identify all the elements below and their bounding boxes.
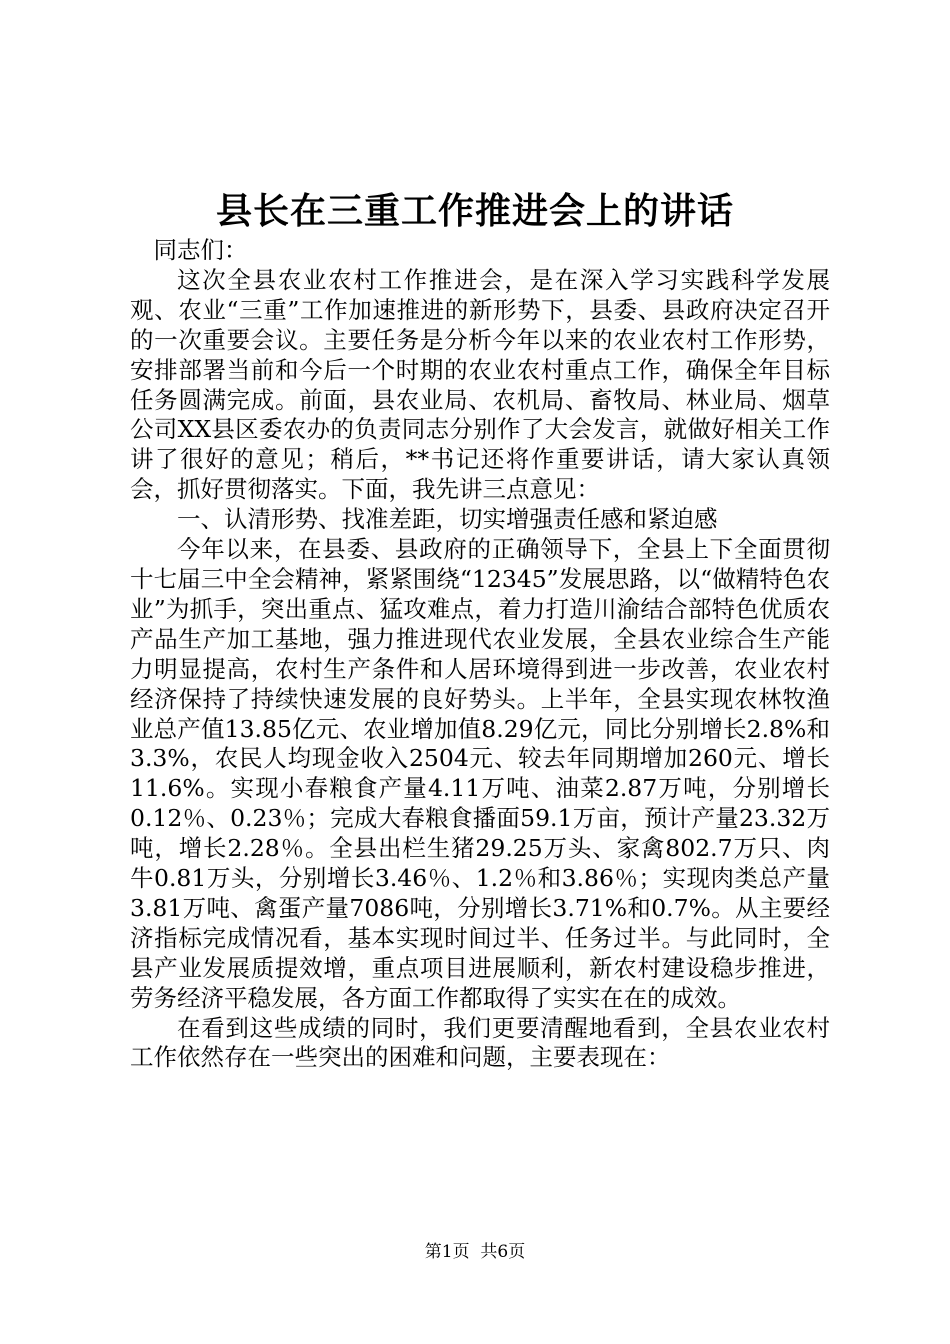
page-number: 第1页 — [424, 1242, 470, 1262]
document-title: 县长在三重工作推进会上的讲话 — [215, 190, 734, 232]
intro-paragraph: 这次全县农业农村工作推进会，是在深入学习实践科学发展观、农业“三重”工作加速推进的新形势下，县委、县政府决定召开的一次重要会议。主要任务是分析今年以来的农业农村工作形势，安排部署当前和今后一个时期的农业农村重点工作，确保全年目标任务圆满完成。前面，县农业局、农机局、畜牧局、林业局、烟草公司XX县区委农办的负责同志分别作了大会发言，就做好相关工作讲了很好的意见；稍后，**书记还将作重要讲话，请大家认真领会，抓好贯彻落实。下面，我先讲三点意见： — [130, 265, 830, 504]
page-total: 共6页 — [480, 1242, 526, 1262]
page-footer — [0, 1240, 950, 1264]
achievements-paragraph: 今年以来，在县委、县政府的正确领导下，全县上下全面贯彻十七届三中全会精神，紧紧围绕“12345”发展思路，以“做精特色农业”为抓手，突出重点、猛攻难点，着力打造川渝结合部特色优质农产品生产加工基地，强力推进现代农业发展，全县农业综合生产能力明显提高，农村生产条件和人居环境得到进一步改善，农业农村经济保持了持续快速发展的良好势头。上半年，全县实现农林牧渔业总产值13.85亿元、农业增加值8.29亿元，同比分别增长2.8%和3.3%，农民人均现金收入2504元、较去年同期增加260元、增长11.6%。实现小春粮食产量4.11万吨、油菜2.87万吨，分别增长0.12％、0.23％；完成大春粮食播面59.1万亩，预计产量23.32万吨，增长2.28％。全县出栏生猪29.25万头、家禽802.7万只、肉牛0.81万头，分别增长3.46％、1.2％和3.86％；实现肉类总产量3.81万吨、禽蛋产量7086吨，分别增长3.71%和0.7%。从主要经济指标完成情况看，基本实现时间过半、任务过半。与此同时，全县产业发展质提效增，重点项目进展顺利，新农村建设稳步推进，劳务经济平稳发展，各方面工作都取得了实实在在的成效。 — [130, 535, 830, 1012]
section-heading: 一、认清形势、找准差距，切实增强责任感和紧迫感 — [177, 505, 718, 534]
document-body — [130, 236, 830, 1073]
problems-paragraph: 在看到这些成绩的同时，我们更要清醒地看到，全县农业农村工作依然存在一些突出的困难和问题，主要表现在： — [130, 1013, 830, 1072]
salutation-paragraph: 同志们： — [153, 236, 248, 264]
